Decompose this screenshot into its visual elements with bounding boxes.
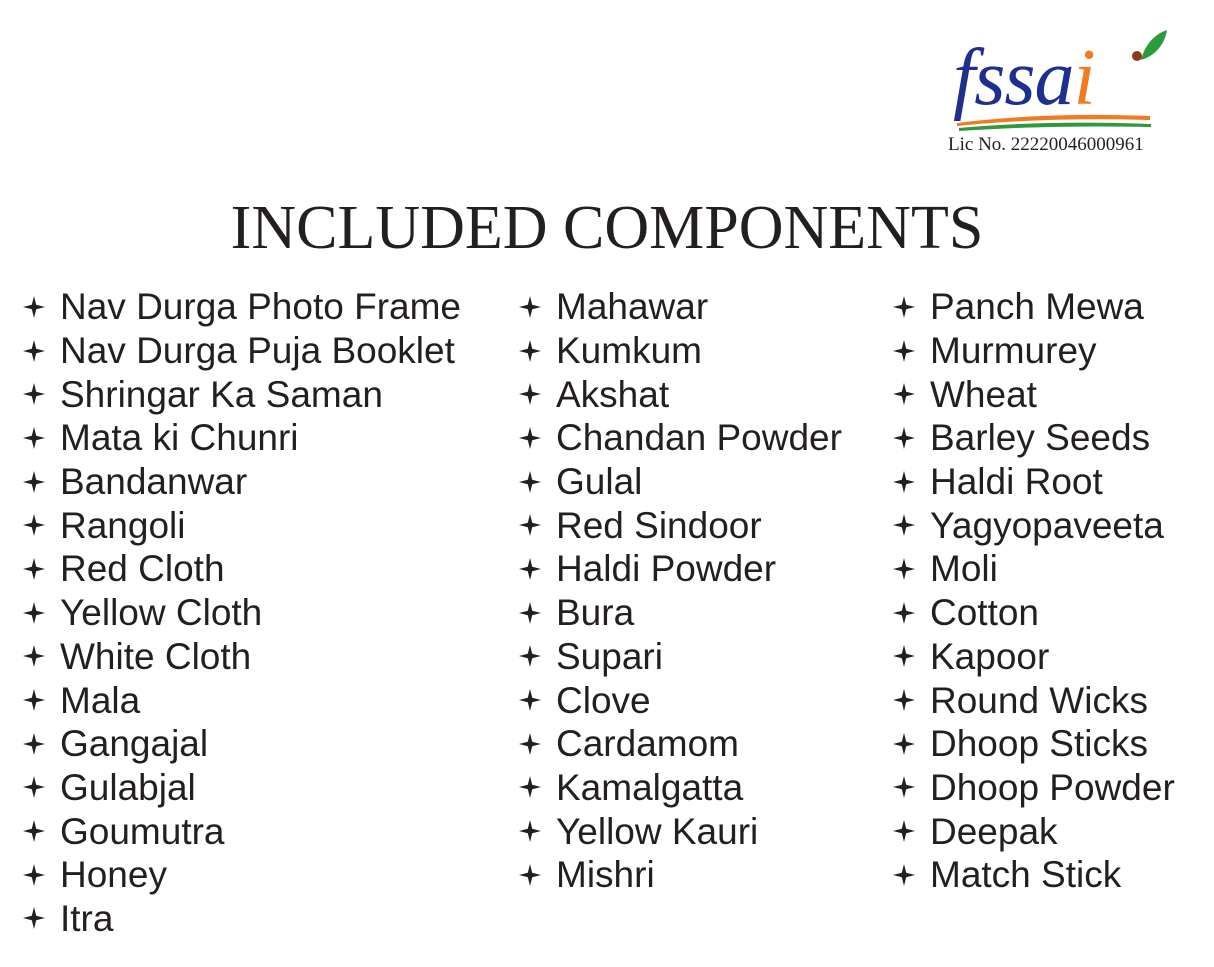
list-item (20, 591, 461, 635)
four-point-star-icon (20, 773, 48, 801)
list-item-label: Round Wicks (930, 679, 1148, 721)
list-item-label: Wheat (930, 373, 1037, 415)
four-point-star-icon (516, 424, 544, 452)
four-point-star-icon (516, 642, 544, 670)
list-item-label: Mala (60, 679, 141, 721)
components-column-3 (890, 285, 1175, 897)
list-item-label: Bura (556, 592, 635, 634)
list-item-label: Red Sindoor (556, 504, 762, 546)
list-item (20, 853, 461, 897)
list-item (516, 722, 842, 766)
list-item (890, 591, 1175, 635)
four-point-star-icon (890, 730, 918, 758)
list-item-label: Itra (60, 897, 114, 939)
four-point-star-icon (890, 861, 918, 889)
four-point-star-icon (516, 380, 544, 408)
list-item (890, 460, 1175, 504)
list-item-label: Gangajal (60, 723, 209, 765)
list-item-label: Mishri (556, 854, 655, 896)
four-point-star-icon (20, 817, 48, 845)
list-item-label: Akshat (556, 373, 670, 415)
list-item-label: Rangoli (60, 504, 186, 546)
list-item (516, 372, 842, 416)
four-point-star-icon (516, 861, 544, 889)
four-point-star-icon (20, 293, 48, 321)
four-point-star-icon (516, 337, 544, 365)
list-item (20, 372, 461, 416)
four-point-star-icon (20, 861, 48, 889)
list-item (516, 591, 842, 635)
four-point-star-icon (20, 511, 48, 539)
list-item-label: Haldi Powder (556, 548, 777, 590)
list-item (20, 460, 461, 504)
list-item-label: Chandan Powder (556, 417, 842, 459)
four-point-star-icon (20, 380, 48, 408)
list-item (20, 635, 461, 679)
list-item-label: Honey (60, 854, 167, 896)
four-point-star-icon (890, 468, 918, 496)
list-item-label: Red Cloth (60, 548, 225, 590)
four-point-star-icon (890, 686, 918, 714)
four-point-star-icon (20, 904, 48, 932)
list-item-label: Supari (556, 635, 663, 677)
list-item-label: Panch Mewa (930, 286, 1144, 328)
components-column-2 (516, 285, 842, 897)
list-item-label: Nav Durga Puja Booklet (60, 330, 455, 372)
list-item-label: Yellow Cloth (60, 592, 263, 634)
list-item (516, 547, 842, 591)
list-item-label: Dhoop Sticks (930, 723, 1148, 765)
list-item-label: Haldi Root (930, 461, 1103, 503)
logo-wordmark-accent: i (1073, 34, 1095, 122)
four-point-star-icon (890, 424, 918, 452)
list-item-label: Yellow Kauri (556, 810, 759, 852)
list-item-label: Match Stick (930, 854, 1122, 896)
list-item-label: Bandanwar (60, 461, 248, 503)
list-item-label: Deepak (930, 810, 1058, 852)
list-item (890, 766, 1175, 810)
four-point-star-icon (20, 555, 48, 583)
page-title: INCLUDED COMPONENTS (230, 194, 984, 262)
list-item-label: Cotton (930, 592, 1040, 634)
list-item-label: Dhoop Powder (930, 766, 1175, 808)
logo-wordmark-main: fssa (953, 34, 1074, 122)
list-item (516, 853, 842, 897)
components-column-1 (20, 285, 461, 940)
list-item (890, 285, 1175, 329)
four-point-star-icon (516, 599, 544, 627)
logo-leaf-icon (1141, 30, 1167, 60)
list-item (890, 678, 1175, 722)
four-point-star-icon (890, 380, 918, 408)
list-item (890, 853, 1175, 897)
list-item (516, 285, 842, 329)
list-item (890, 722, 1175, 766)
four-point-star-icon (20, 424, 48, 452)
four-point-star-icon (516, 511, 544, 539)
list-item-label: Cardamom (556, 723, 739, 765)
list-item (20, 897, 461, 941)
list-item (20, 722, 461, 766)
list-item (516, 766, 842, 810)
list-item (516, 635, 842, 679)
list-item (516, 416, 842, 460)
four-point-star-icon (516, 293, 544, 321)
four-point-star-icon (516, 468, 544, 496)
list-item-label: Clove (556, 679, 651, 721)
four-point-star-icon (516, 730, 544, 758)
list-item (516, 503, 842, 547)
list-item-label: Goumutra (60, 810, 225, 852)
four-point-star-icon (890, 817, 918, 845)
four-point-star-icon (20, 642, 48, 670)
four-point-star-icon (516, 817, 544, 845)
four-point-star-icon (890, 642, 918, 670)
four-point-star-icon (20, 468, 48, 496)
list-item-label: Gulal (556, 461, 643, 503)
list-item (20, 503, 461, 547)
list-item (516, 678, 842, 722)
list-item (516, 329, 842, 373)
list-item (890, 416, 1175, 460)
list-item-label: Kumkum (556, 330, 702, 372)
four-point-star-icon (890, 773, 918, 801)
list-item (890, 372, 1175, 416)
list-item (890, 547, 1175, 591)
logo-seed-dot (1132, 51, 1142, 61)
list-item (20, 329, 461, 373)
list-item-label: Mahawar (556, 286, 709, 328)
list-item-label: Nav Durga Photo Frame (60, 286, 462, 328)
list-item-label: Gulabjal (60, 766, 196, 808)
list-item (20, 547, 461, 591)
list-item (890, 635, 1175, 679)
four-point-star-icon (516, 686, 544, 714)
list-item (20, 416, 461, 460)
four-point-star-icon (20, 730, 48, 758)
list-item (890, 809, 1175, 853)
four-point-star-icon (20, 337, 48, 365)
list-item (516, 809, 842, 853)
list-item (20, 809, 461, 853)
list-item-label: Murmurey (930, 330, 1097, 372)
four-point-star-icon (890, 337, 918, 365)
four-point-star-icon (516, 773, 544, 801)
four-point-star-icon (890, 555, 918, 583)
four-point-star-icon (20, 599, 48, 627)
list-item (516, 460, 842, 504)
list-item-label: Mata ki Chunri (60, 417, 299, 459)
four-point-star-icon (20, 686, 48, 714)
list-item-label: Kamalgatta (556, 766, 744, 808)
list-item (20, 285, 461, 329)
list-item-label: Shringar Ka Saman (60, 373, 383, 415)
list-item (20, 678, 461, 722)
license-number: Lic No. 22220046000961 (948, 134, 1144, 155)
list-item-label: Kapoor (930, 635, 1050, 677)
list-item-label: Moli (930, 548, 998, 590)
four-point-star-icon (890, 293, 918, 321)
list-item-label: Yagyopaveeta (930, 504, 1164, 546)
logo-wordmark (953, 28, 1095, 128)
list-item (890, 503, 1175, 547)
four-point-star-icon (890, 599, 918, 627)
list-item (890, 329, 1175, 373)
list-item-label: White Cloth (60, 635, 252, 677)
four-point-star-icon (516, 555, 544, 583)
list-item (20, 766, 461, 810)
list-item-label: Barley Seeds (930, 417, 1151, 459)
four-point-star-icon (890, 511, 918, 539)
